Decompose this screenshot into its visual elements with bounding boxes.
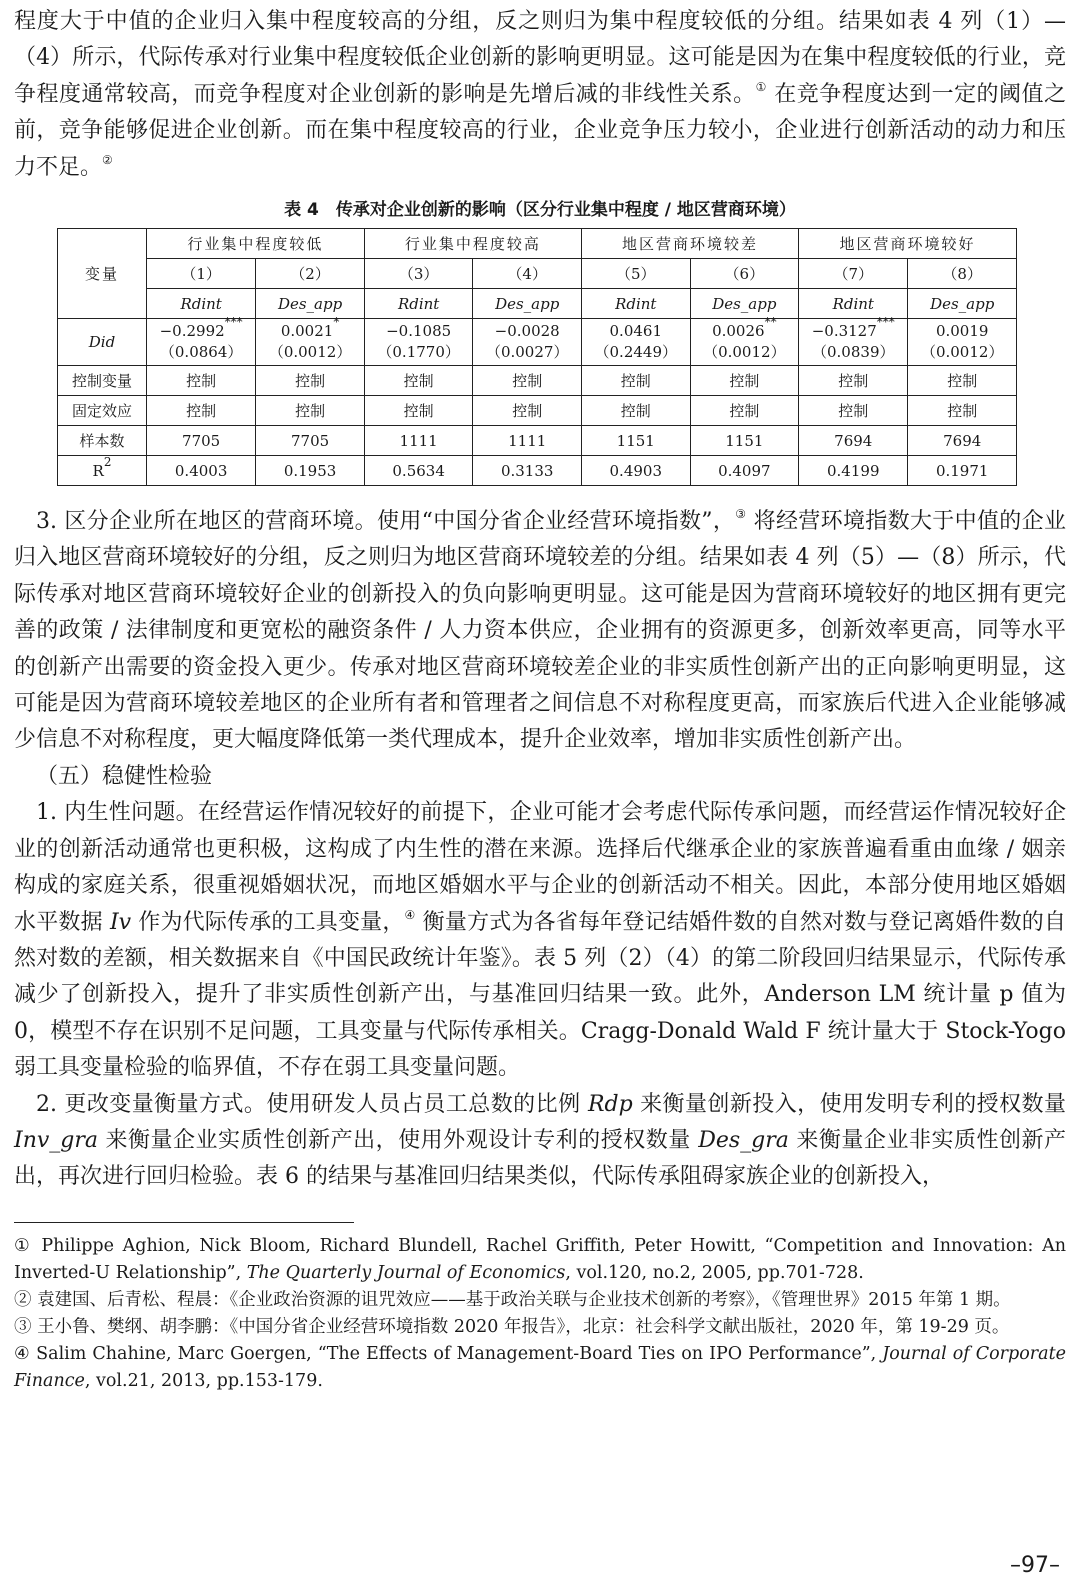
dependent-variable: Des_app xyxy=(690,289,799,319)
did-coef: 0.0461 xyxy=(609,322,663,341)
group-header: 行业集中程度较低 xyxy=(147,229,365,259)
did-stars: * xyxy=(333,315,340,330)
table-cell: 7705 xyxy=(147,426,256,456)
dependent-variable: Rdint xyxy=(364,289,473,319)
paragraph-endogeneity: 1. 内生性问题。在经营运作情况较好的前提下，企业可能才会考虑代际传承问题，而经营运作情况较好企业的创新活动通常也更积极，这构成了内生性的潜在来源。选择后代继承企业的家族普遍看重由血缘 / 姻亲构成的家庭关系，很重视婚姻状况，而地区婚姻水平与企业的创新活动不相关。因此，本部分使用地区婚姻水平数据 Iv 作为代际传承的工具变量，④ 衡量方式为各省每年登记结婚件数的自然对数与登记离婚件数的自然对数的差额，相关数据来自《中国民政统计年鉴》。表 5 列（2）（4）的第二阶段回归结果显示，代际传承减少了创新投入，提升了非实质性创新产出，与基准回归结果一致。此外，Anderson LM 统计量 p 值为 0，模型不存在识别不足问题，工具变量与代际传承相关。Cragg-Donald Wald F 统计量大于 Stock-Yogo 弱工具变量检验的临界值，不存在弱工具变量问题。 xyxy=(14,800,1066,1081)
table-cell: 控制 xyxy=(690,396,799,426)
table-cell: 1151 xyxy=(581,426,690,456)
table-cell: 0.1971 xyxy=(908,456,1017,486)
table-cell: 0.5634 xyxy=(364,456,473,486)
table-cell: 控制 xyxy=(473,366,582,396)
did-label: Did xyxy=(58,319,147,366)
did-cell xyxy=(690,315,799,366)
did-cell xyxy=(364,319,473,366)
group-header: 地区营商环境较好 xyxy=(799,229,1017,259)
did-coef: −0.2992 xyxy=(159,322,225,341)
footnote-ref-1[interactable]: ① xyxy=(755,79,767,94)
footnote-3: ③ 王小鲁、樊纲、胡李鹏：《中国分省企业经营环境指数 2020 年报告》，北京：社会科学文献出版社，2020 年，第 19-29 页。 xyxy=(14,1316,1010,1337)
table-cell: 控制 xyxy=(147,366,256,396)
regression-table xyxy=(57,228,1017,486)
column-number: （1） xyxy=(147,259,256,289)
table-cell: 控制 xyxy=(256,366,365,396)
table-cell: 1151 xyxy=(690,426,799,456)
footnote-4: ④ Salim Chahine, Marc Goergen, “The Effects of Management-Board Ties on IPO Performance”, Journal of Corporate Finance, vol.21, 2013, pp.153-179. xyxy=(14,1343,1066,1391)
table-cell: 7705 xyxy=(256,426,365,456)
did-row xyxy=(58,319,1017,366)
did-cell xyxy=(473,319,582,366)
table-row-r-squared xyxy=(58,456,1017,486)
table-cell: 1111 xyxy=(473,426,582,456)
table-cell: 控制 xyxy=(799,366,908,396)
did-coef: −0.1085 xyxy=(386,322,452,341)
did-se: （0.1770） xyxy=(377,343,460,362)
footnote-ref-2[interactable]: ② xyxy=(102,152,113,167)
did-cell xyxy=(147,315,256,366)
footnote-1: ① Philippe Aghion, Nick Bloom, Richard Blundell, Rachel Griffith, Peter Howitt, “Competition and Innovation: An Inverted-U Relationship”, The Quarterly Journal of Economics, vol.120, no.2, 2005, pp.701-728. xyxy=(14,1235,1066,1283)
did-se: （0.0012） xyxy=(268,343,352,362)
row-label: 固定效应 xyxy=(58,396,147,426)
did-se: （0.0012） xyxy=(920,343,1004,362)
column-number: （6） xyxy=(690,259,799,289)
table-cell: 0.4199 xyxy=(799,456,908,486)
column-number: （3） xyxy=(364,259,473,289)
table-cell: 控制 xyxy=(799,396,908,426)
page-body xyxy=(14,0,1066,1395)
paragraph-business-environment: 3. 区分企业所在地区的营商环境。使用“中国分省企业经营环境指数”，③ 将经营环境指数大于中值的企业归入地区营商环境较好的分组，反之则归为地区营商环境较差的分组。结果如表 4 列（5）—（8）所示，代际传承对地区营商环境较好企业的创新投入的负向影响更明显。这可能是因为营商环境较好的地区拥有更完善的政策 / 法律制度和更宽松的融资条件 / 人力资本供应，企业拥有的资源更多，创新效率更高，同等水平的创新产出需要的资金投入更少。传承对地区营商环境较差企业的非实质性创新产出的正向影响更明显，这可能是因为营商环境较差地区的企业所有者和管理者之间信息不对称程度更高，而家族后代进入企业能够减少信息不对称程度，更大幅度降低第一类代理成本，提升企业效率，增加非实质性创新产出。 xyxy=(14,507,1066,753)
table-caption: 表 4 传承对企业创新的影响（区分行业集中程度 / 地区营商环境） xyxy=(284,200,796,221)
table-cell: 0.3133 xyxy=(473,456,582,486)
row-label: 控制变量 xyxy=(58,366,147,396)
group-header: 地区营商环境较差 xyxy=(581,229,798,259)
dependent-variable: Des_app xyxy=(256,289,365,319)
dependent-variable: Des_app xyxy=(473,289,582,319)
table-cell: 1111 xyxy=(364,426,473,456)
dependent-variable-row xyxy=(58,289,1017,319)
did-se: （0.2449） xyxy=(594,343,678,362)
dependent-variable: Des_app xyxy=(908,289,1017,319)
did-se: （0.0012） xyxy=(703,343,786,362)
did-coef: 0.0021 xyxy=(280,322,334,341)
table-cell: 7694 xyxy=(799,426,908,456)
column-number: （4） xyxy=(473,259,582,289)
did-cell xyxy=(581,319,690,366)
column-number-row xyxy=(58,259,1017,289)
table-cell: 0.1953 xyxy=(256,456,365,486)
footnote-ref-4[interactable]: ④ xyxy=(404,907,416,922)
table-cell: 控制 xyxy=(364,366,473,396)
table-cell: 7694 xyxy=(908,426,1017,456)
table-cell: 控制 xyxy=(690,366,799,396)
section-heading: （五）稳健性检验 xyxy=(36,763,213,789)
row-label: $R^2$ xyxy=(58,456,147,486)
table-cell: 控制 xyxy=(581,366,690,396)
did-se: （0.0864） xyxy=(159,343,243,362)
table-cell: 0.4003 xyxy=(147,456,256,486)
table-cell: 0.4903 xyxy=(581,456,690,486)
table-cell: 控制 xyxy=(147,396,256,426)
paragraph-industry-concentration: 程度大于中值的企业归入集中程度较高的分组，反之则归为集中程度较低的分组。结果如表 4 列（1）—（4）所示，代际传承对行业集中程度较低企业创新的影响更明显。这可能是因为在集中程度较低的行业，竞争程度通常较高，而竞争程度对企业创新的影响是先增后减的非线性关系。① 在竞争程度达到一定的阈值之前，竞争能够促进企业创新。而在集中程度较高的行业，企业竞争压力较小，企业进行创新活动的动力和压力不足。② xyxy=(14,9,1066,180)
table-group-header-row xyxy=(58,229,1017,259)
table-cell: 控制 xyxy=(256,396,365,426)
paragraph-variable-measurement: 2. 更改变量衡量方式。使用研发人员占员工总数的比例 Rdp 来衡量创新投入，使用发明专利的授权数量 Inv_gra 来衡量企业实质性创新产出，使用外观设计专利的授权数量 Des_gra 来衡量企业非实质性创新产出，再次进行回归检验。表 6 的结果与基准回归结果类似，代际传承阻碍家族企业的创新投入， xyxy=(14,1091,1066,1190)
did-cell xyxy=(908,319,1017,366)
dependent-variable: Rdint xyxy=(147,289,256,319)
column-number: （8） xyxy=(908,259,1017,289)
did-coef: −0.0028 xyxy=(494,322,560,341)
footnote-2: ② 袁建国、后青松、程晨：《企业政治资源的诅咒效应——基于政治关联与企业技术创新的考察》，《管理世界》2015 年第 1 期。 xyxy=(14,1289,1011,1310)
did-coef: −0.3127 xyxy=(811,322,877,341)
did-stars: ** xyxy=(764,315,777,330)
did-cell xyxy=(256,315,365,366)
group-header: 行业集中程度较高 xyxy=(364,229,581,259)
dependent-variable: Rdint xyxy=(581,289,690,319)
table-cell: 控制 xyxy=(908,396,1017,426)
footnote-ref-3[interactable]: ③ xyxy=(735,507,747,522)
did-cell xyxy=(799,315,908,366)
table-row-fixed-effects xyxy=(58,396,1017,426)
table-cell: 控制 xyxy=(581,396,690,426)
did-stars: *** xyxy=(224,315,243,330)
variable-header: 变量 xyxy=(58,229,147,319)
did-stars: *** xyxy=(876,315,895,330)
column-number: （7） xyxy=(799,259,908,289)
row-label: 样本数 xyxy=(58,426,147,456)
did-se: （0.0027） xyxy=(485,343,569,362)
table-cell: 控制 xyxy=(473,396,582,426)
dependent-variable: Rdint xyxy=(799,289,908,319)
table-cell: 控制 xyxy=(364,396,473,426)
table-row-sample-size xyxy=(58,426,1017,456)
table-cell: 0.4097 xyxy=(690,456,799,486)
page-number: –97– xyxy=(1010,1553,1060,1578)
table-cell: 控制 xyxy=(908,366,1017,396)
did-coef: 0.0019 xyxy=(935,322,989,341)
did-coef: 0.0026 xyxy=(712,322,765,341)
table-row-controls xyxy=(58,366,1017,396)
footnote-divider xyxy=(14,1222,354,1223)
did-se: （0.0839） xyxy=(812,343,895,362)
column-number: （5） xyxy=(581,259,690,289)
column-number: （2） xyxy=(256,259,365,289)
